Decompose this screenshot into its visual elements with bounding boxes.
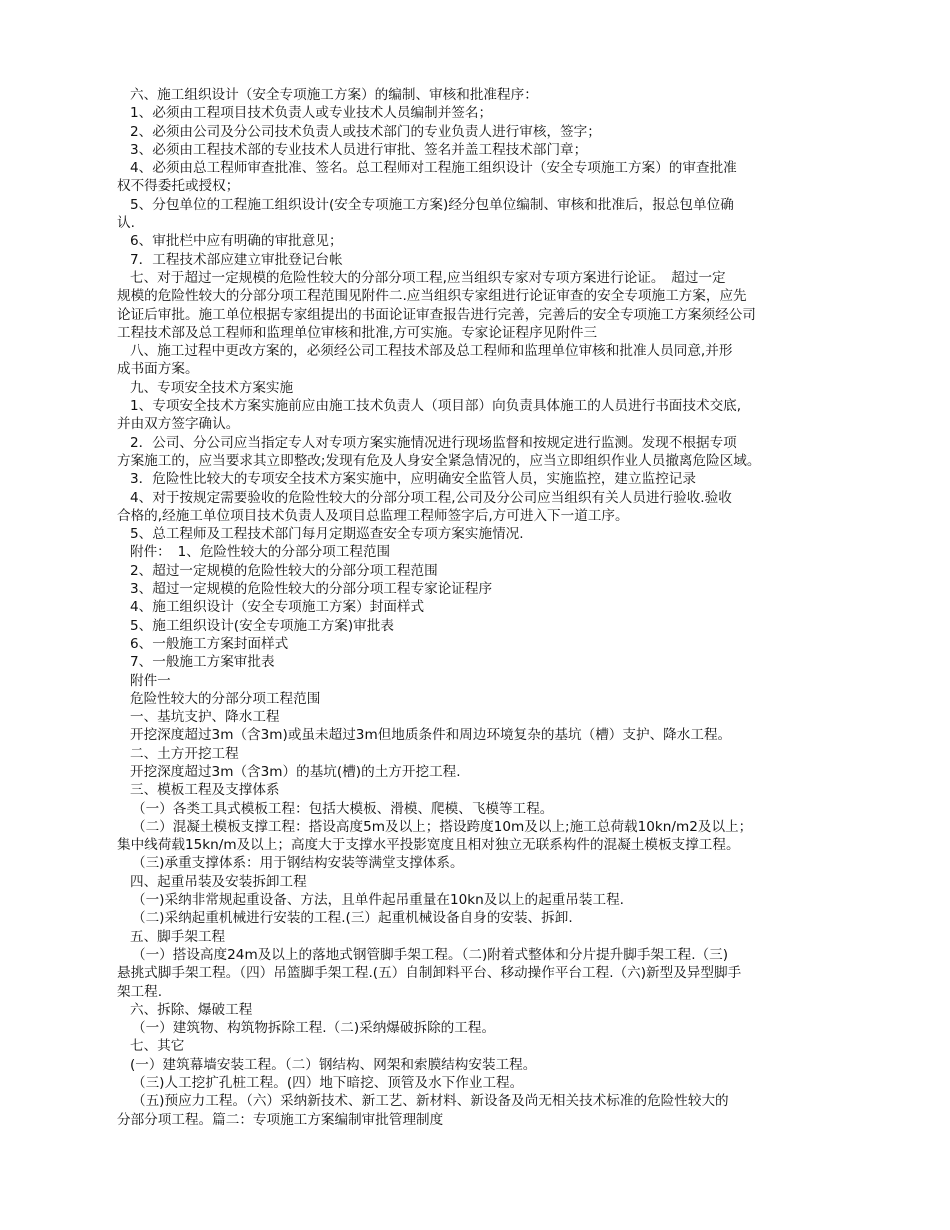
- text-line: （一)采纳非常规起重设备、方法，且单件起吊重量在10kn及以上的起重吊装工程.: [132, 892, 625, 909]
- text-line: 3、必须由工程技术部的专业技术人员进行审批、签名并盖工程技术部门章；: [130, 141, 588, 158]
- text-line: 三、模板工程及支撑体系: [130, 782, 280, 799]
- text-line: 4、必须由总工程师审查批准、签名。总工程师对工程施工组织设计（安全专项施工方案）的审查批准: [130, 160, 737, 177]
- text-line: 附件一: [130, 672, 171, 689]
- text-line: 规模的危险性较大的分部分项工程范围见附件二.应当组织专家组进行论证审查的安全专项施工方案，应先: [117, 288, 747, 305]
- text-line: 八、施工过程中更改方案的，必须经公司工程技术部及总工程师和监理单位审核和批准人员同意,并形: [130, 343, 733, 360]
- text-line: 七、对于超过一定规模的危险性较大的分部分项工程,应当组织专家对专项方案进行论证。 超过一定: [130, 269, 726, 286]
- text-line: 1、专项安全技术方案实施前应由施工技术负责人（项目部）向负责具体施工的人员进行书面技术交底,: [130, 398, 742, 415]
- text-line: 6、审批栏中应有明确的审批意见；: [130, 233, 343, 250]
- text-line: 2．公司、分公司应当指定专人对专项方案实施情况进行现场监督和按规定进行监测。发现不根据专项: [130, 434, 737, 451]
- text-line: 5、分包单位的工程施工组织设计(安全专项施工方案)经分包单位编制、审核和批准后，报总包单位确: [130, 196, 734, 213]
- text-line: 7．工程技术部应建立审批登记台帐: [130, 251, 343, 268]
- text-line: 悬挑式脚手架工程。（四）吊篮脚手架工程.(五）自制卸料平台、移动操作平台工程.（六)新型及异型脚手: [117, 965, 742, 982]
- text-line: 认.: [117, 215, 135, 232]
- text-line: （五)预应力工程。（六）采纳新技术、新工艺、新材料、新设备及尚无相关技术标准的危险性较大的: [132, 1093, 729, 1110]
- text-line: （三)承重支撑体系：用于钢结构安装等满堂支撑体系。: [132, 855, 464, 872]
- text-line: 危险性较大的分部分项工程范围: [130, 690, 321, 707]
- text-line: 七、其它: [130, 1038, 185, 1055]
- text-line: 九、专项安全技术方案实施: [130, 379, 294, 396]
- text-line: 合格的,经施工单位项目技术负责人及项目总监理工程师签字后,方可进入下一道工序。: [117, 507, 629, 524]
- text-line: 论证后审批。施工单位根据专家组提出的书面论证审查报告进行完善，完善后的安全专项施工方案须经公司: [117, 306, 756, 323]
- text-line: 并由双方签字确认。: [117, 416, 240, 433]
- text-line: 六、施工组织设计（安全专项施工方案）的编制、审核和批准程序：: [130, 87, 538, 103]
- text-line: 分部分项工程。篇二：专项施工方案编制审批管理制度: [117, 1111, 444, 1128]
- text-line: （二)采纳起重机械进行安装的工程.(三）起重机械设备自身的安装、拆卸.: [132, 910, 573, 927]
- text-line: 权不得委托或授权；: [117, 178, 240, 195]
- text-line: 3．危险性比较大的专项安全技术方案实施中，应明确安全监管人员，实施监控，建立监控记录: [130, 471, 696, 488]
- text-line: （一）建筑物、构筑物拆除工程.（二)采纳爆破拆除的工程。: [132, 1020, 496, 1037]
- text-line: 3、超过一定规模的危险性较大的分部分项工程专家论证程序: [130, 581, 493, 598]
- text-line: 4、对于按规定需要验收的危险性较大的分部分项工程,公司及分公司应当组织有关人员进行验收.验收: [130, 489, 732, 506]
- text-line: （二）混凝土模板支撑工程：搭设高度5m及以上；搭设跨度10m及以上;施工总荷载10kn/m2及以上；: [132, 818, 753, 835]
- text-line: 一、基坑支护、降水工程: [130, 709, 280, 726]
- text-line: （三)人工挖扩孔桩工程。(四）地下暗挖、顶管及水下作业工程。: [132, 1075, 524, 1092]
- text-line: 集中线荷载15kn/m及以上；高度大于支撑水平投影宽度且相对独立无联系构件的混凝土模板支撑工程。: [117, 837, 740, 854]
- text-line: 方案施工的，应当要求其立即整改;发现有危及人身安全紧急情况的，应当立即组织作业人员撤离危险区域。: [117, 452, 761, 469]
- text-line: 2、必须由公司及分公司技术负责人或技术部门的专业负责人进行审核，签字；: [130, 123, 601, 140]
- document-body: [117, 86, 867, 1129]
- text-line: 6、一般施工方案封面样式: [130, 635, 289, 652]
- text-line: 2、超过一定规模的危险性较大的分部分项工程范围: [130, 562, 438, 579]
- text-line: 架工程.: [117, 983, 163, 1000]
- text-line: 附件： 1、危险性较大的分部分项工程范围: [130, 544, 391, 561]
- text-line: 六、拆除、爆破工程: [130, 1001, 253, 1018]
- text-line: 5、施工组织设计(安全专项施工方案)审批表: [130, 617, 394, 634]
- text-line: 开挖深度超过3m（含3m)或虽未超过3m但地质条件和周边环境复杂的基坑（槽）支护、降水工程。: [130, 727, 732, 744]
- text-line: 二、土方开挖工程: [130, 745, 239, 762]
- text-line: （一）各类工具式模板工程：包括大模板、滑模、爬模、飞模等工程。: [132, 800, 554, 817]
- text-line: 5、总工程师及工程技术部门每月定期巡查安全专项方案实施情况.: [130, 526, 524, 543]
- text-line: 工程技术部及总工程师和监理单位审核和批准,方可实施。专家论证程序见附件三: [117, 324, 598, 341]
- text-line: 1、必须由工程项目技术负责人或专业技术人员编制并签名；: [130, 105, 493, 122]
- text-line: 4、施工组织设计（安全专项施工方案）封面样式: [130, 599, 425, 616]
- text-line: (一）建筑幕墙安装工程。（二）钢结构、网架和索膜结构安装工程。: [130, 1056, 537, 1073]
- text-line: 五、脚手架工程: [130, 928, 226, 945]
- text-line: （一）搭设高度24m及以上的落地式钢管脚手架工程。（二)附着式整体和分片提升脚手架工程.（三): [132, 946, 729, 963]
- text-line: 7、一般施工方案审批表: [130, 654, 275, 671]
- text-line: 四、起重吊装及安装拆卸工程: [130, 873, 307, 890]
- text-line: 开挖深度超过3m（含3m）的基坑(槽)的土方开挖工程.: [130, 763, 461, 780]
- text-line: 成书面方案。: [117, 361, 199, 378]
